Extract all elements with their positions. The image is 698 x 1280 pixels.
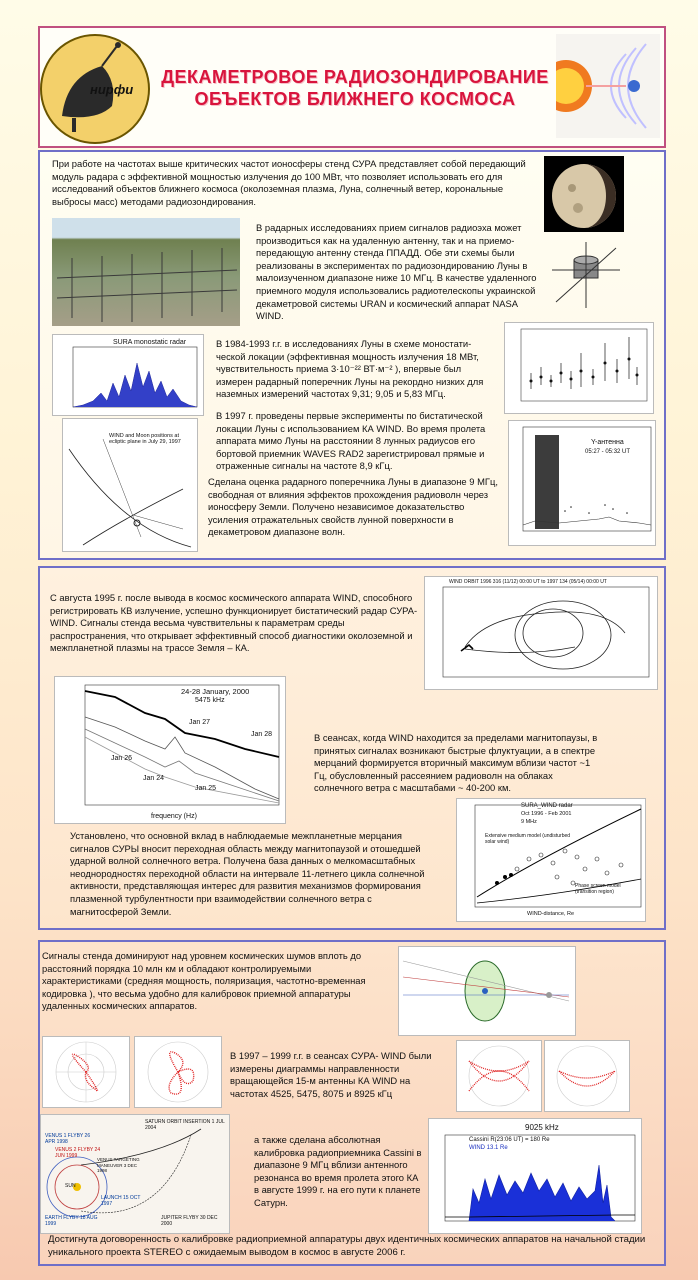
traj-maneuver: VENUS TARGETING MANEUVER 3 DEC 1998 <box>97 1157 140 1173</box>
geometry-diagram <box>399 947 575 1035</box>
cassini-trajectory-figure <box>40 1114 230 1234</box>
spectral-plot <box>55 677 285 823</box>
moon-cross-section-plot <box>504 322 654 414</box>
antenna-pattern-8075 <box>456 1040 542 1112</box>
panel2-transition-text: Установлено, что основной вклад в наблюдаемые межпланетные мерцания сигналов СУРЫ вносит переходная область между магнитопаузой и отошедшей ударной волной солнечного ветра. Получена база данных о мелкомасштабных неоднородностях переходной области на интервале 11-летнего цикла солнечной активности, представляющая интерес для развития механизмов формирования плазменной турбулентности при взаимодействии солнечного ветра с магнитосферой Земли. <box>70 830 425 917</box>
spectral-xlabel: frequency (Hz) <box>151 813 197 820</box>
page-title <box>150 66 560 110</box>
wind-moon-geometry-figure <box>62 418 198 552</box>
antenna-pattern-8925 <box>544 1040 630 1112</box>
moon-eclipse-icon <box>544 156 624 232</box>
radar-model1: Extensive medium model (undisturbed solar wind) <box>485 833 571 845</box>
traj-launch: LAUNCH 15 OCT 1997 <box>101 1195 141 1207</box>
radar-title: SURA_WIND radar <box>521 803 573 809</box>
panel3-pattern-text: В 1997 – 1999 г.г. в сеансах СУРА- WIND были измерены диаграммы направленности вращающейся 15-м антенны КА WIND на частотах 4525, 5475, 8075 и 8925 кГц <box>230 1050 432 1099</box>
orbit-plot <box>425 577 657 689</box>
label-jan28: Jan 28 <box>251 731 273 738</box>
panel1-intro-text: При работе на частотах выше критических частот ионосферы стенд СУРА представляет собой передающий модуль радара с эффективной мощностью излучения до 100 МВт, что позволяет использовать его для исследований объектов ближнего космоса (околоземная плазма, Луна, солнечный ветер, корональные выбросы масс) методами радиозондирования. <box>52 158 526 207</box>
antenna-array-icon <box>52 218 240 326</box>
traj-saturn: SATURN ORBIT INSERTION 1 JUL 2004 <box>145 1119 225 1131</box>
logo-text: нирфи <box>90 82 134 97</box>
panel2-fluctuation-text: В сеансах, когда WIND находится за пределами магнитопаузы, в принятых сигналах возникают быстрые флуктуации, а в спектре мерцаний формируется вторичный максимум вблизи частот ~1 Гц, обусловленный рассеянием радиоволн на облаках солнечного ветра с масштабами ~ 40-200 км. <box>314 732 598 794</box>
spectrum-plot <box>53 335 203 415</box>
modulation-plot <box>457 799 645 921</box>
traj-venus1: VENUS 1 FLYBY 26 APR 1998 <box>45 1133 91 1145</box>
polar-pattern-plot-2 <box>135 1037 221 1107</box>
panel3-cassini-text: а также сделана абсолютная калибровка радиоприемника Cassini в диапазоне 9 МГц вблизи антенного резонанса во время пролета этого КА в августе 1999 г. на его пути к планете Сатурн. <box>254 1134 422 1208</box>
cassini-label: Cassini R(23:06 UT) = 180 Re <box>469 1137 550 1143</box>
panel1-schemes-text: В радарных исследованиях прием сигналов радиоэха может производиться как на удаленную антенну, так и на приемо-передающую антенну стенда ППАДД. Обе эти схемы были реализованы в экспериментах по радиозондированию Луны в малоизученном диапазоне ниже 10 МГц. В качестве удаленного приемного модуля использовались радиотелескопы украинской декаметровой системы URAN и космический аппарат NASA WIND. <box>256 222 537 322</box>
echo-signal-plot <box>509 421 655 545</box>
spectral-density-figure <box>54 676 286 824</box>
wind-orbit-title: WIND ORBIT 1996 316 (11/12) 00:00 UT to 1997 134 (05/14) 00:00 UT <box>449 579 607 585</box>
panel1-monostatic-text: В 1984-1993 г.г. в исследованиях Луны в схеме моностати-ческой локации (эффективная мощность излучения 18 МВт, чувствительность приема 3·10⁻²² ВТ·м⁻² ), впервые был измерен радарный поперечник Луны на рекордно низких для наземных измерений частотах 9,31; 9,05 и 5,83 МГц. <box>216 338 484 400</box>
y-antenna-time: 05:27 - 05:32 UT <box>585 449 631 455</box>
y-antenna-title: Y-антенна <box>591 439 624 446</box>
traj-venus2: VENUS 2 FLYBY 24 JUN 1999 <box>55 1147 101 1159</box>
antenna-field-photo <box>52 218 240 326</box>
panel1-bistatic-text: В 1997 г. проведены первые эксперименты по бистатической локации Луны с использованием КА WIND. Во время пролета аппарата мимо Луны на расстоянии 8 лунных радиусов его бортовой приемник WAVES RAD2 зарегистрировал прямые и отраженные сигналы на частоте 8,9 кГц. <box>216 410 486 472</box>
nirfi-logo <box>40 34 150 144</box>
radar-model2: Phase screen model (transition region) <box>575 883 621 895</box>
cassini-calibration-plot <box>428 1118 642 1234</box>
title-line-1: ДЕКАМЕТРОВОЕ РАДИОЗОНДИРОВАНИЕ <box>161 67 549 87</box>
antenna-pattern-4525 <box>42 1036 130 1108</box>
sura-wind-geometry-diagram <box>398 946 576 1036</box>
wind-orbit-figure <box>424 576 658 690</box>
label-jan27: Jan 27 <box>189 719 211 726</box>
traj-jupiter: JUPITER FLYBY 30 DEC 2000 <box>161 1215 218 1227</box>
errorbar-plot <box>505 323 653 413</box>
polar-pattern-plot <box>43 1037 129 1107</box>
sun-magnetosphere-image <box>556 34 660 138</box>
radar-xlabel: WIND-distance, Re <box>527 911 575 917</box>
radar-freq: 9 MHz <box>521 819 537 825</box>
polar-pattern-plot-4 <box>545 1041 629 1111</box>
sura-monostatic-spectrum-figure <box>52 334 204 416</box>
label-jan25: Jan 25 <box>195 785 217 792</box>
cassini-wind: WIND 13.1 Re <box>469 1145 508 1151</box>
panel1-result-text: Сделана оценка радарного поперечника Луны в диапазоне 9 МГц, свободная от влияния эффектов прохождения радиоволн через ионосферу Земли. Получено независимое доказательство усиления отражательных свойств лунной поверхности в декаметровом диапазоне волн. <box>208 476 498 538</box>
traj-earth: EARTH FLYBY 18 AUG 1999 <box>45 1215 98 1227</box>
title-line-2: ОБЪЕКТОВ БЛИЖНЕГО КОСМОСА <box>194 89 516 109</box>
label-jan24: Jan 24 <box>143 775 165 782</box>
y-antenna-signal-plot <box>508 420 656 546</box>
antenna-pattern-5475 <box>134 1036 222 1108</box>
wind-geometry-caption: WIND and Moon positions at ecliptic plane in July 29, 1997 <box>109 433 181 445</box>
panel3-stereo-text: Достигнута договоренность о калибровке радиоприемной аппаратуры двух идентичных космических аппаратов на начальной стадии уникального проекта STEREO с ожидаемым выводом в космос в августе 2006 г. <box>48 1234 646 1258</box>
spectral-title: 24-28 January, 2000 <box>181 687 250 696</box>
magnetosphere-icon <box>556 34 660 138</box>
spectrum-figure-title: SURA monostatic radar <box>113 339 187 346</box>
wind-spacecraft-image <box>546 238 626 314</box>
moon-photo <box>544 156 624 232</box>
label-jan26: Jan 26 <box>111 755 133 762</box>
traj-sun: SUN <box>65 1183 76 1189</box>
modulation-index-figure <box>456 798 646 922</box>
spectral-freq: 5475 kHz <box>195 697 225 704</box>
spacecraft-icon <box>546 238 626 314</box>
panel2-intro-text: С августа 1995 г. после вывода в космос космического аппарата WIND, способного регистрировать КВ излучение, успешно функционирует бистатический радар СУРА- WIND. Сигналы стенда весьма чувствительны к параметрам среды распространения, что открывает эффективный способ диагностики околоземной и межпланетной плазмы на трассе Земля – КА. <box>50 592 418 654</box>
polar-pattern-plot-3 <box>457 1041 541 1111</box>
panel3-intro-text: Сигналы стенда доминируют над уровнем космических шумов вплоть до расстояний порядка 10 млн км и обладают контролируемыми характеристиками (средняя мощность, поляризация, частотно-временная кодировка ), что весьма удобно для калибровок приемной аппаратуры удаленных космических аппаратов. <box>42 950 366 1012</box>
cassini-freq: 9025 kHz <box>525 1123 559 1132</box>
radar-period: Oct 1996 - Feb 2001 <box>521 811 572 817</box>
